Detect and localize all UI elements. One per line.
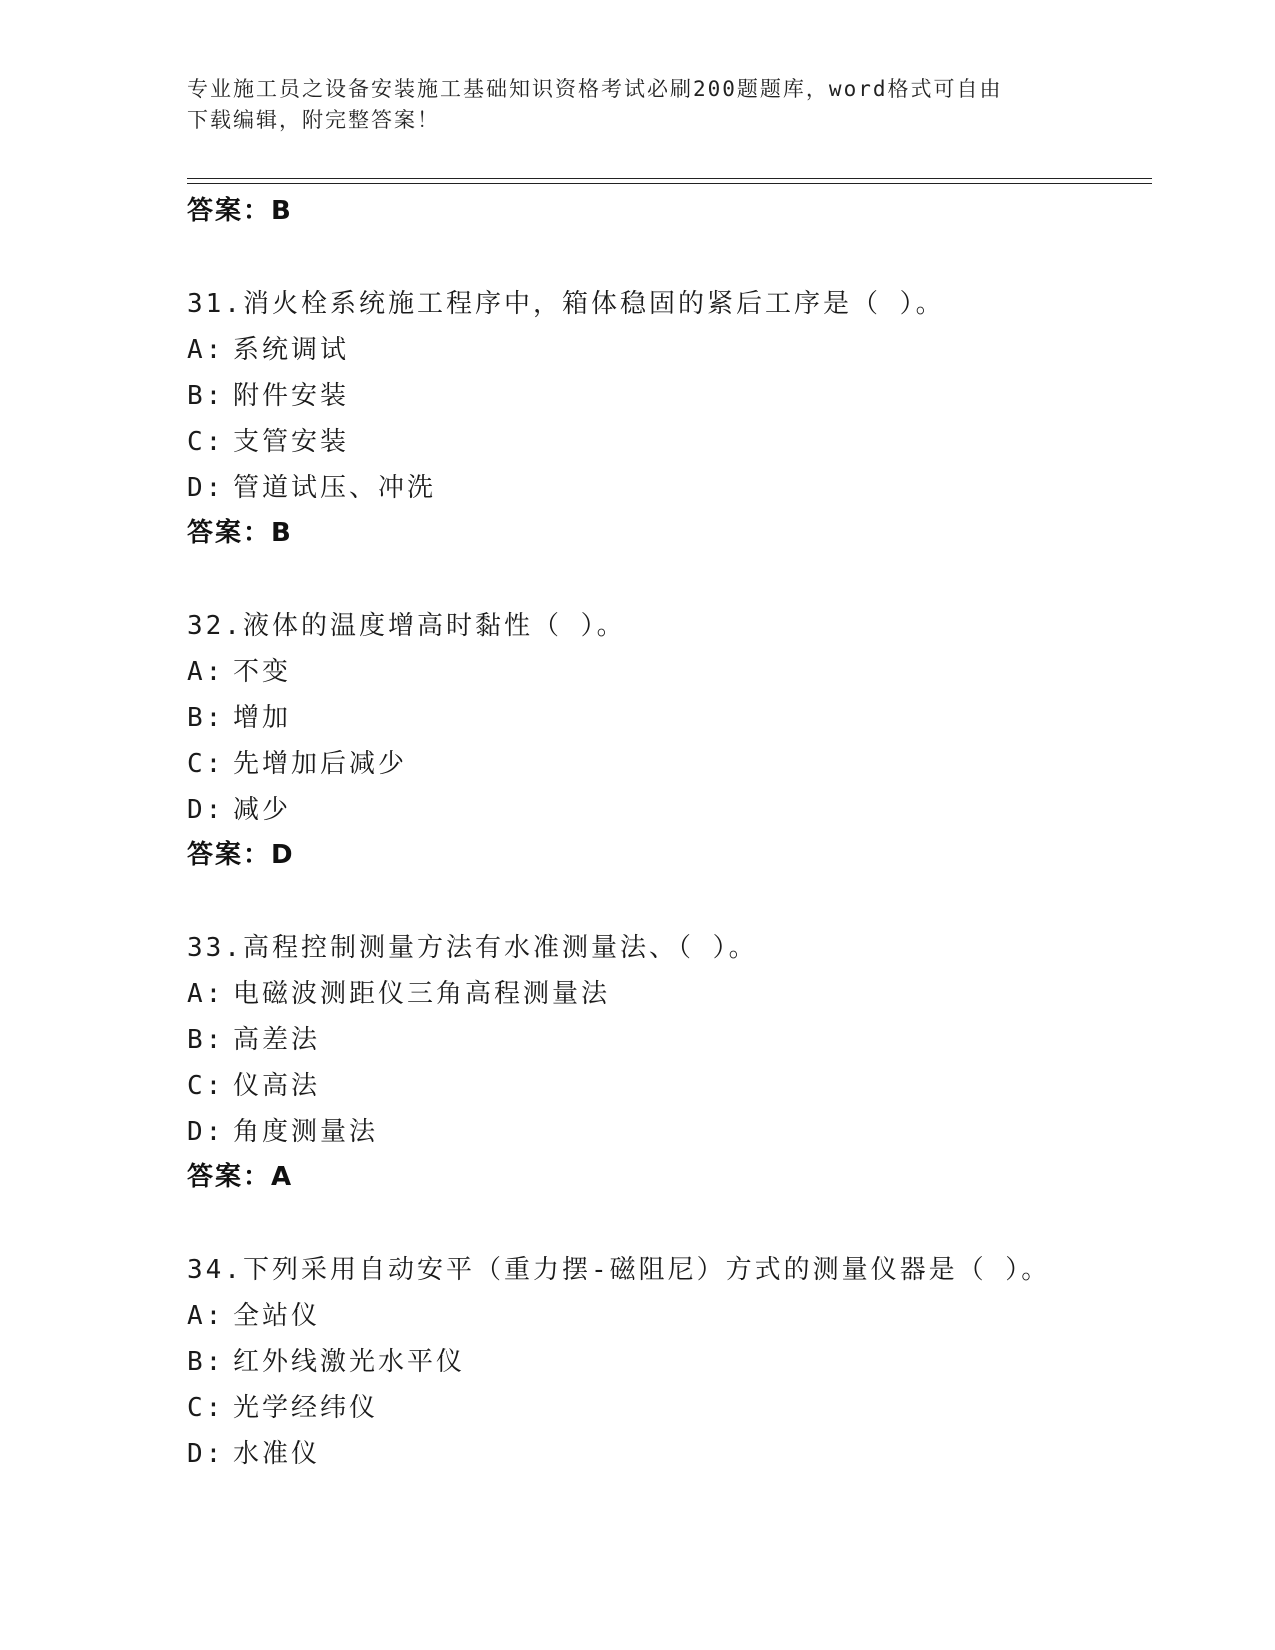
option-d <box>187 1432 1152 1478</box>
question-stem: 32.液体的温度增高时黏性（ ）。 <box>187 611 626 641</box>
option-text: 不变 <box>233 657 292 687</box>
question-stem: 31.消火栓系统施工程序中，箱体稳固的紧后工序是（ ）。 <box>187 289 945 319</box>
option-key: C: <box>187 749 225 779</box>
option-text: 先增加后减少 <box>233 749 408 779</box>
option-text: 管道试压、冲洗 <box>233 473 437 503</box>
option-text: 光学经纬仪 <box>233 1393 379 1423</box>
question-list <box>187 190 1152 1478</box>
option-key: B: <box>187 703 225 733</box>
option-a <box>187 328 1152 374</box>
option-c <box>187 420 1152 466</box>
option-key: A: <box>187 335 225 365</box>
answer-line <box>187 512 1152 556</box>
option-text: 增加 <box>233 703 292 733</box>
option-text: 角度测量法 <box>233 1117 379 1147</box>
option-key: D: <box>187 473 225 503</box>
option-b <box>187 374 1152 420</box>
option-a <box>187 972 1152 1018</box>
answer-line <box>187 834 1152 878</box>
option-key: B: <box>187 1025 225 1055</box>
answer-value: B <box>271 518 293 548</box>
answer-label: 答案： <box>187 518 272 548</box>
option-text: 电磁波测距仪三角高程测量法 <box>233 979 611 1009</box>
option-key: C: <box>187 1071 225 1101</box>
option-a <box>187 1294 1152 1340</box>
question-block <box>187 282 1152 556</box>
header-divider <box>187 183 1152 184</box>
answer-label: 答案： <box>187 840 272 870</box>
option-d <box>187 1110 1152 1156</box>
question-block <box>187 1248 1152 1478</box>
page-header <box>187 74 1087 136</box>
header-divider <box>187 178 1152 179</box>
option-text: 红外线激光水平仪 <box>233 1347 466 1377</box>
option-key: C: <box>187 1393 225 1423</box>
option-key: A: <box>187 657 225 687</box>
question-stem: 33.高程控制测量方法有水准测量法、（ ）。 <box>187 933 758 963</box>
option-key: A: <box>187 979 225 1009</box>
option-key: D: <box>187 1439 225 1469</box>
option-key: A: <box>187 1301 225 1331</box>
header-line-1: 专业施工员之设备安装施工基础知识资格考试必刷200题题库，word格式可自由 <box>187 77 1003 101</box>
answer-label: 答案： <box>187 196 272 226</box>
answer-value: D <box>271 840 295 870</box>
option-c <box>187 1386 1152 1432</box>
option-text: 水准仪 <box>233 1439 321 1469</box>
option-key: B: <box>187 1347 225 1377</box>
answer-value: B <box>271 196 293 226</box>
question-block <box>187 604 1152 878</box>
option-d <box>187 788 1152 834</box>
question-block <box>187 926 1152 1200</box>
answer-label: 答案： <box>187 1162 272 1192</box>
option-text: 支管安装 <box>233 427 350 457</box>
option-key: D: <box>187 795 225 825</box>
option-a <box>187 650 1152 696</box>
option-b <box>187 1018 1152 1064</box>
option-c <box>187 1064 1152 1110</box>
option-text: 全站仪 <box>233 1301 321 1331</box>
header-line-2: 下载编辑，附完整答案！ <box>187 108 440 132</box>
answer-line <box>187 1156 1152 1200</box>
option-key: C: <box>187 427 225 457</box>
answer-value: A <box>271 1162 294 1192</box>
option-text: 系统调试 <box>233 335 350 365</box>
option-d <box>187 466 1152 512</box>
question-stem: 34.下列采用自动安平（重力摆-磁阻尼）方式的测量仪器是（ ）。 <box>187 1255 1051 1285</box>
option-b <box>187 696 1152 742</box>
answer-line <box>187 190 1152 234</box>
option-key: D: <box>187 1117 225 1147</box>
option-key: B: <box>187 381 225 411</box>
option-b <box>187 1340 1152 1386</box>
option-text: 减少 <box>233 795 292 825</box>
option-text: 附件安装 <box>233 381 350 411</box>
option-text: 高差法 <box>233 1025 321 1055</box>
option-text: 仪高法 <box>233 1071 321 1101</box>
option-c <box>187 742 1152 788</box>
